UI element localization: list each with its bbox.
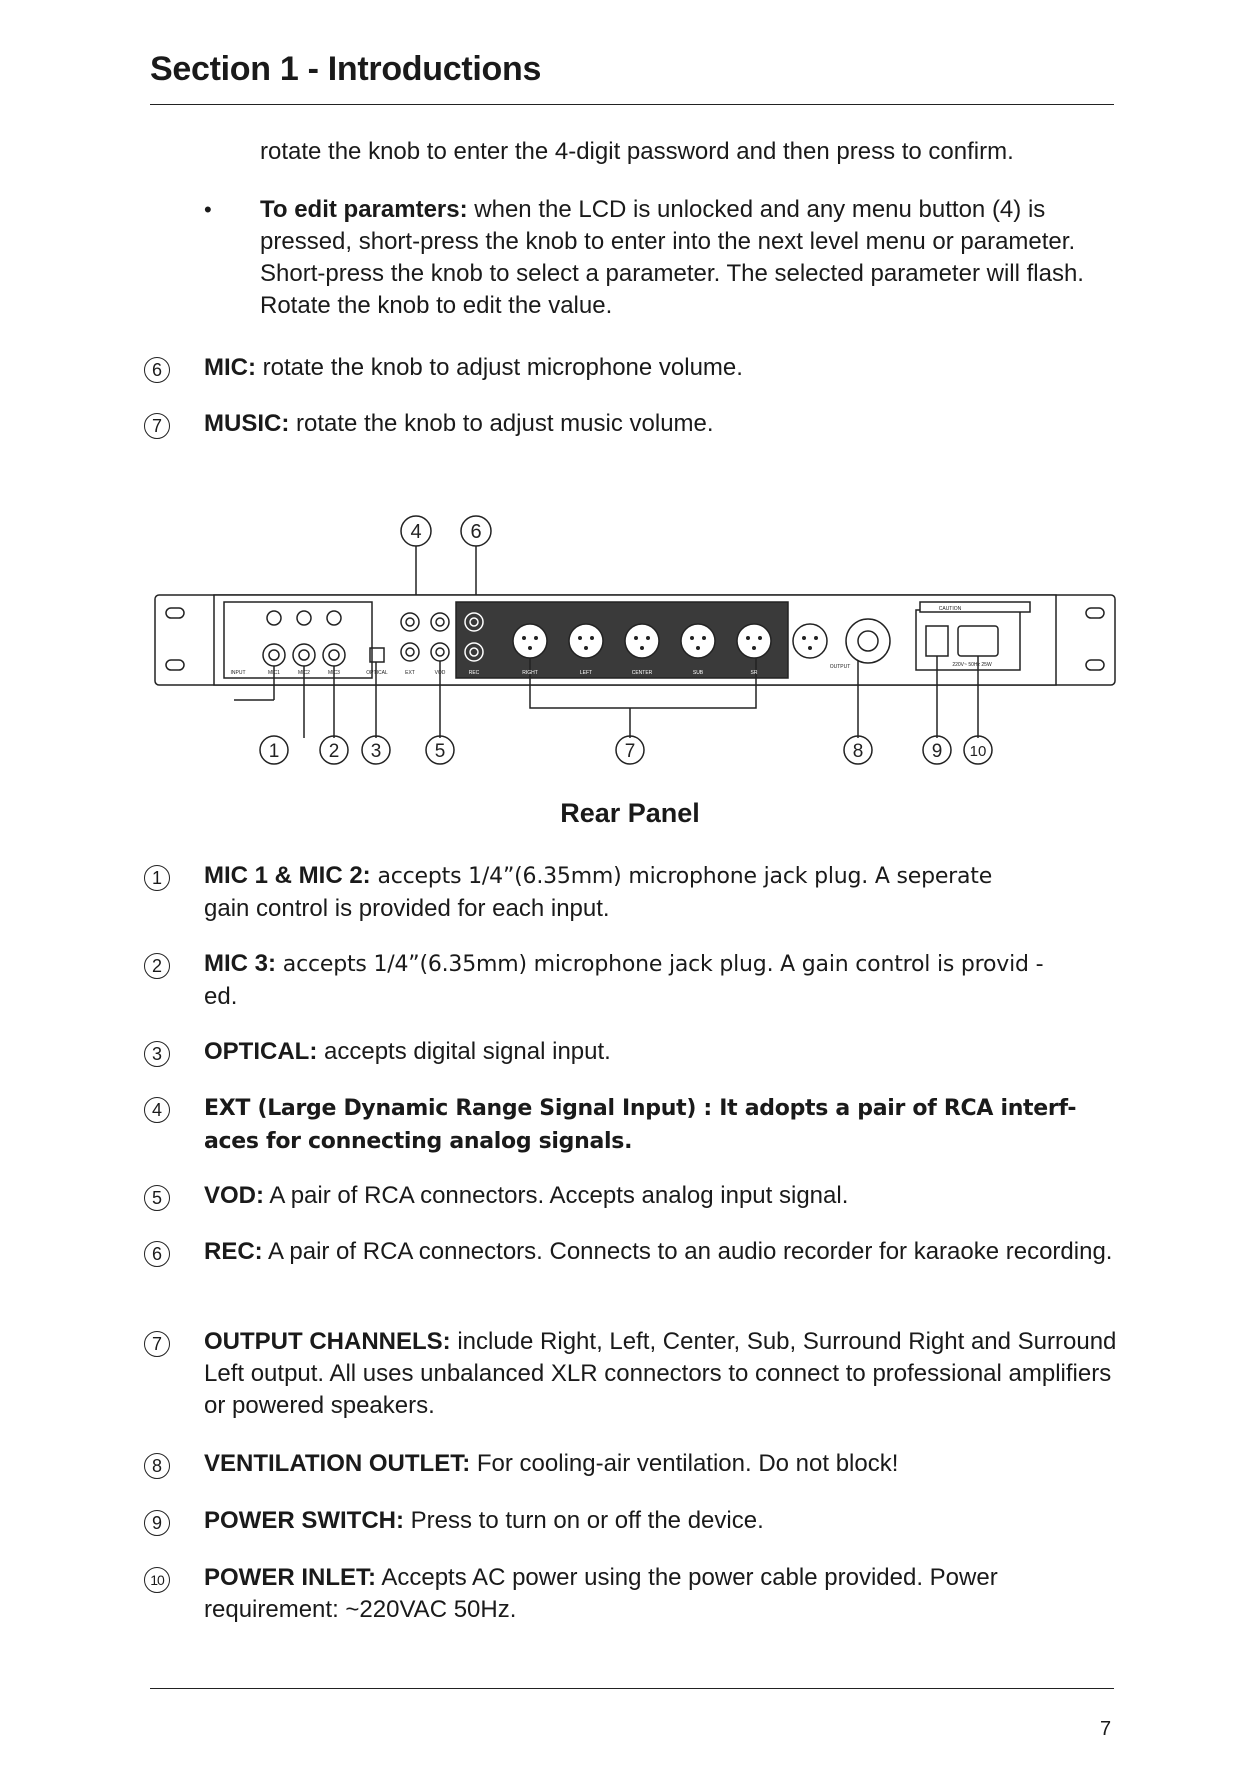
item-text-line1: It adopts a pair of RCA interf-	[711, 1096, 1077, 1121]
number-6-icon: 6	[144, 1241, 170, 1267]
number-7-icon: 7	[144, 1331, 170, 1357]
item-text-line1: accepts 1/4”(6.35mm) microphone jack plug. A gain control is provid -	[276, 952, 1044, 977]
number-1-icon: 1	[144, 865, 170, 891]
item-text-line1: accepts 1/4”(6.35mm) microphone jack plug. A seperate	[370, 864, 993, 889]
item-text: rotate the knob to adjust music volume.	[289, 410, 714, 437]
number-6-icon: 6	[144, 357, 170, 383]
item-text-line2: aces for connecting analog signals.	[204, 1129, 633, 1154]
panel-label-vod: VOD	[434, 670, 446, 676]
callout-label: 9	[931, 741, 943, 762]
number-10-icon: 10	[144, 1567, 170, 1593]
callout-1-icon	[260, 736, 288, 764]
item-text: rotate the knob to adjust microphone volume.	[255, 354, 743, 381]
number-5-icon: 5	[144, 1185, 170, 1211]
item-body	[204, 1036, 1120, 1068]
callout-2-icon	[320, 736, 348, 764]
item-body	[204, 1448, 1120, 1480]
number-9-icon: 9	[144, 1510, 170, 1536]
panel-label-mic1: MIC1	[268, 670, 280, 676]
callout-6-icon	[461, 516, 491, 546]
item-label: REC:	[204, 1238, 263, 1265]
item-body	[204, 352, 1120, 384]
item-body	[204, 1236, 1120, 1268]
item-label: POWER SWITCH:	[204, 1507, 404, 1534]
continuation-text: rotate the knob to enter the 4-digit password and then press to confirm.	[260, 138, 1014, 165]
item-text: accepts digital signal input.	[317, 1038, 611, 1065]
panel-label-right: RIGHT	[522, 670, 538, 676]
panel-label-left: LEFT	[579, 670, 593, 676]
diagram-caption: Rear Panel	[560, 798, 700, 828]
title-divider	[150, 104, 1114, 105]
number-2-icon: 2	[144, 953, 170, 979]
rear-panel-diagram	[150, 510, 1120, 780]
callout-label: 5	[434, 741, 446, 762]
callout-4-icon	[401, 516, 431, 546]
item-text: For cooling-air ventilation. Do not block!	[470, 1450, 899, 1477]
callout-label: 2	[328, 741, 340, 762]
panel-label-center: CENTER	[631, 670, 653, 676]
item-label: MIC 3:	[204, 950, 276, 977]
item-body	[204, 1092, 1120, 1158]
item-text: include Right, Left, Center, Sub, Surround Right and Surround Left output. All uses unbalanced XLR connectors to connect to professional amplifiers or powered speakers.	[204, 1328, 1117, 1419]
panel-label-optical: OPTICAL	[366, 670, 388, 676]
panel-label-sl: SL	[806, 670, 814, 676]
callout-label: 4	[410, 521, 422, 543]
item-body	[204, 1505, 1120, 1537]
item-label: OPTICAL:	[204, 1038, 318, 1065]
panel-label-sr: SR	[750, 670, 758, 676]
callout-label: 6	[470, 521, 482, 543]
item-label: EXT (Large Dynamic Range Signal Input) :	[204, 1096, 712, 1121]
panel-label-input: INPUT	[230, 670, 246, 676]
bullet-icon: •	[204, 197, 212, 222]
bullet-label: To edit paramters:	[260, 196, 468, 223]
page-title: Section 1 - Introductions	[150, 50, 542, 88]
callout-label: 10	[969, 743, 987, 760]
item-label: POWER INLET:	[204, 1564, 376, 1591]
panel-label-sub: SUB	[692, 670, 704, 676]
item-label: MIC 1 & MIC 2:	[204, 862, 371, 889]
callout-8-icon	[844, 736, 872, 764]
item-text: Press to turn on or off the device.	[403, 1507, 764, 1534]
item-body	[204, 1562, 1120, 1626]
bullet-text: when the LCD is unlocked and any menu button (4) is pressed, short-press the knob to enter into the next level menu or parameter. Short-press the knob to select a parameter. The selected parameter will flash. Rotate the knob to edit the value.	[260, 196, 1084, 319]
panel-label-rec: REC	[468, 670, 480, 676]
callout-label: 3	[370, 741, 382, 762]
item-label: VENTILATION OUTLET:	[204, 1450, 471, 1477]
item-text: Accepts AC power using the power cable provided. Power requirement: ~220VAC 50Hz.	[204, 1564, 998, 1623]
item-text: A pair of RCA connectors. Connects to an audio recorder for karaoke recording.	[262, 1238, 1113, 1265]
item-label: MIC:	[204, 354, 256, 381]
panel-label-power: 220V~ 50Hz 25W	[952, 662, 992, 668]
number-4-icon: 4	[144, 1097, 170, 1123]
callout-7-icon	[616, 736, 644, 764]
item-body	[204, 860, 1120, 925]
number-8-icon: 8	[144, 1453, 170, 1479]
callout-label: 8	[852, 741, 864, 762]
bullet-body	[260, 194, 1120, 322]
item-label: OUTPUT CHANNELS:	[204, 1328, 451, 1355]
footer-divider	[150, 1688, 1114, 1689]
item-body	[204, 408, 1120, 440]
panel-label-caution: CAUTION	[938, 606, 962, 612]
callout-9-icon	[923, 736, 951, 764]
item-label: MUSIC:	[204, 410, 290, 437]
item-text-line2: ed.	[204, 983, 238, 1010]
item-text: A pair of RCA connectors. Accepts analog input signal.	[264, 1182, 849, 1209]
callout-10-icon	[964, 736, 992, 764]
callout-label: 7	[624, 741, 636, 762]
callout-5-icon	[426, 736, 454, 764]
number-7-icon: 7	[144, 413, 170, 439]
callout-label: 1	[268, 741, 280, 762]
item-text-line2: gain control is provided for each input.	[204, 895, 610, 922]
panel-label-ext: EXT	[405, 670, 415, 676]
panel-label-output: OUTPUT	[829, 664, 851, 670]
page-number: 7	[1100, 1718, 1112, 1740]
number-3-icon: 3	[144, 1041, 170, 1067]
panel-label-mic3: MIC3	[328, 670, 340, 676]
item-body	[204, 1180, 1120, 1212]
item-body	[204, 1326, 1120, 1422]
item-label: VOD:	[204, 1182, 264, 1209]
callout-3-icon	[362, 736, 390, 764]
item-body	[204, 948, 1120, 1013]
panel-label-mic2: MIC2	[298, 670, 310, 676]
